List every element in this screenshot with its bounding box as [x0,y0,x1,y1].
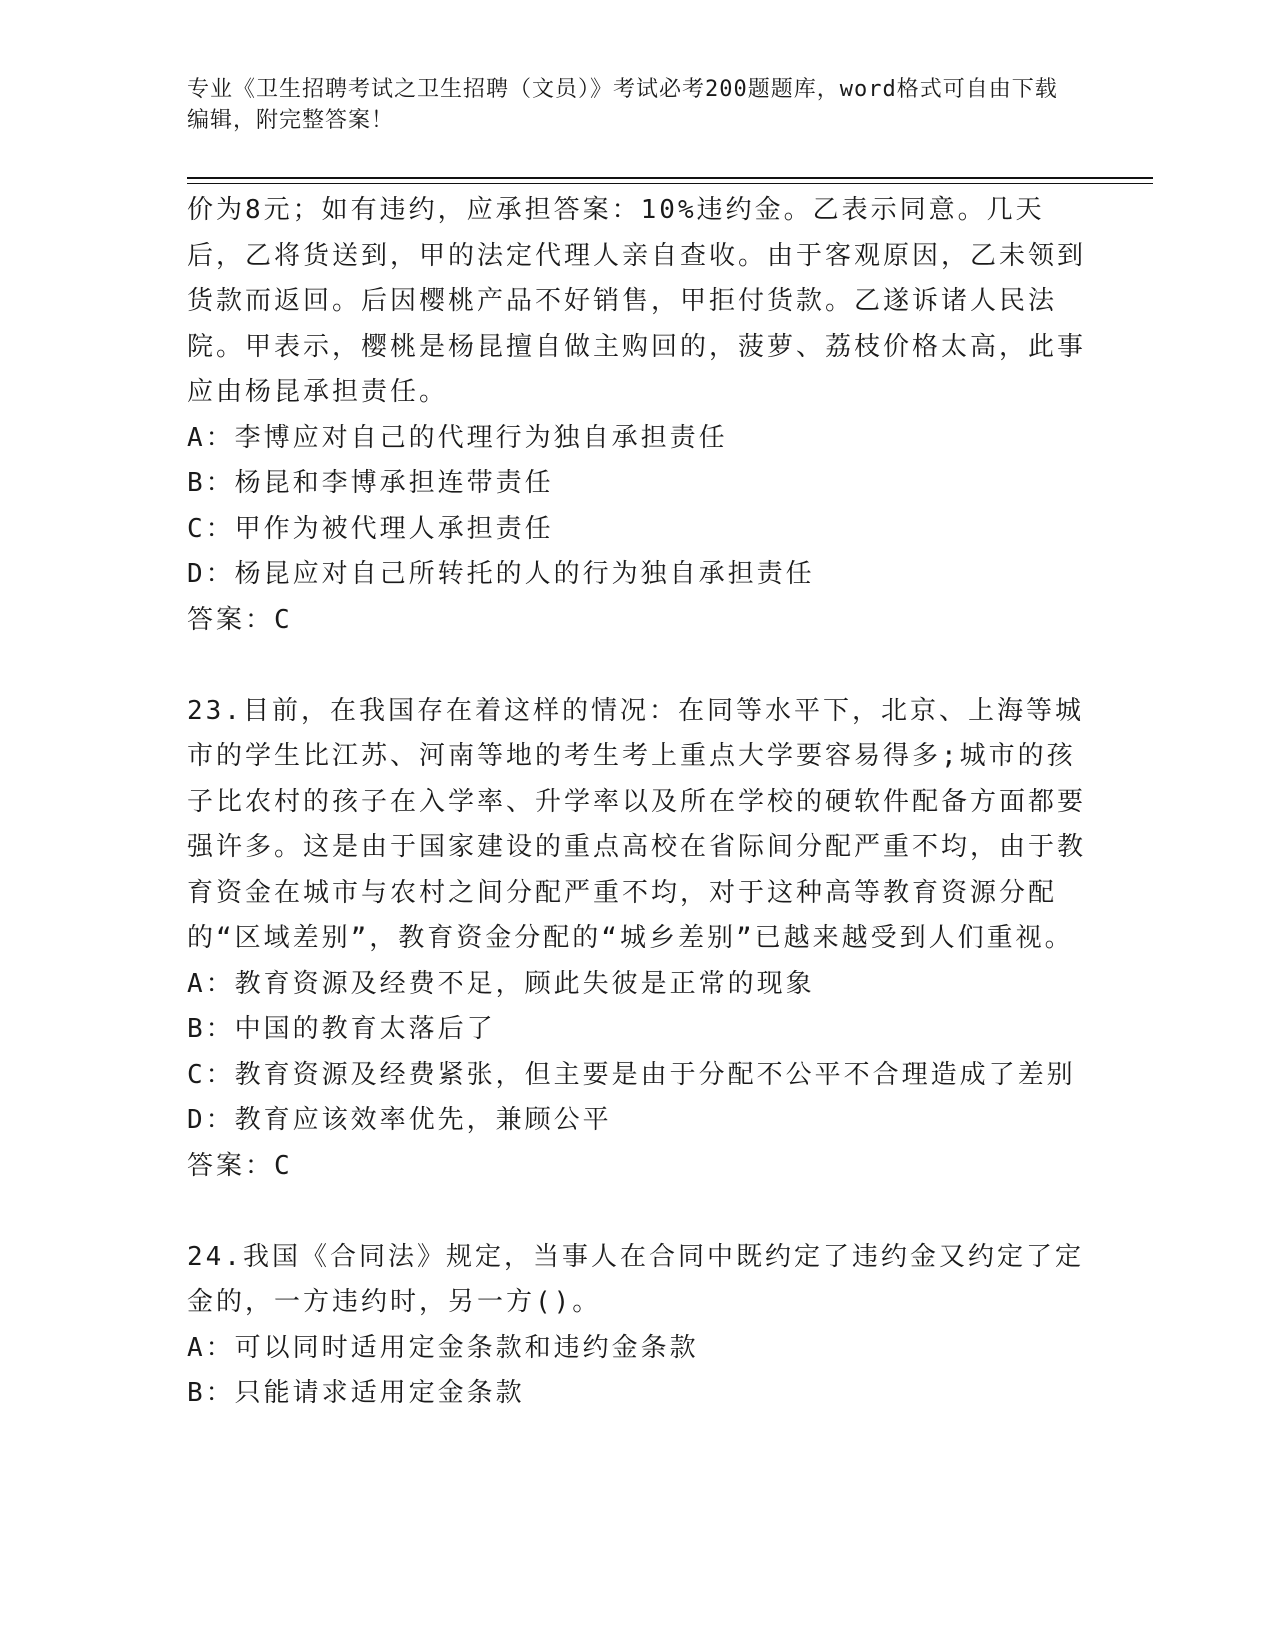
question-continuation [187,188,1087,643]
option-a: A：教育资源及经费不足，顾此失彼是正常的现象 [187,968,815,999]
document-body [187,188,1087,1417]
answer-line: 答案：C [187,604,293,635]
header-divider-thin [187,183,1153,184]
question-stem: 23.目前，在我国存在着这样的情况：在同等水平下，北京、上海等城市的学生比江苏、河南等地的考生考上重点大学要容易得多;城市的孩子比农村的孩子在入学率、升学率以及所在学校的硬软件配备方面都要强许多。这是由于国家建设的重点高校在省际间分配严重不均，由于教育资金在城市与农村之间分配严重不均，对于这种高等教育资源分配的“区域差别”，教育资金分配的“城乡差别”已越来越受到人们重视。 [187,695,1087,953]
spacer [187,643,1087,689]
option-c: C：教育资源及经费紧张，但主要是由于分配不公平不合理造成了差别 [187,1059,1076,1090]
question-stem: 24.我国《合同法》规定，当事人在合同中既约定了违约金又约定了定金的，一方违约时，另一方()。 [187,1241,1084,1317]
option-d: D：教育应该效率优先，兼顾公平 [187,1105,612,1135]
option-d: D：杨昆应对自己所转托的人的行为独自承担责任 [187,559,815,589]
option-b: B：中国的教育太落后了 [187,1014,496,1044]
document-header: 专业《卫生招聘考试之卫生招聘（文员）》考试必考200题题库，word格式可自由下载编辑，附完整答案！ [187,77,1058,133]
header-divider-thick [187,177,1153,179]
question-24 [187,1235,1087,1417]
answer-line: 答案：C [187,1150,293,1181]
option-c: C：甲作为被代理人承担责任 [187,513,554,544]
spacer [187,1189,1087,1235]
question-23 [187,689,1087,1190]
option-a: A：可以同时适用定金条款和违约金条款 [187,1332,699,1363]
option-a: A：李博应对自己的代理行为独自承担责任 [187,422,728,453]
option-b: B：杨昆和李博承担连带责任 [187,468,554,498]
question-stem: 价为8元；如有违约，应承担答案：10%违约金。乙表示同意。几天后，乙将货送到，甲的法定代理人亲自查收。由于客观原因，乙未领到货款而返回。后因樱桃产品不好销售，甲拒付货款。乙遂诉诸人民法院。甲表示，樱桃是杨昆擅自做主购回的，菠萝、荔枝价格太高，此事应由杨昆承担责任。 [187,195,1087,407]
option-b: B：只能请求适用定金条款 [187,1378,525,1408]
